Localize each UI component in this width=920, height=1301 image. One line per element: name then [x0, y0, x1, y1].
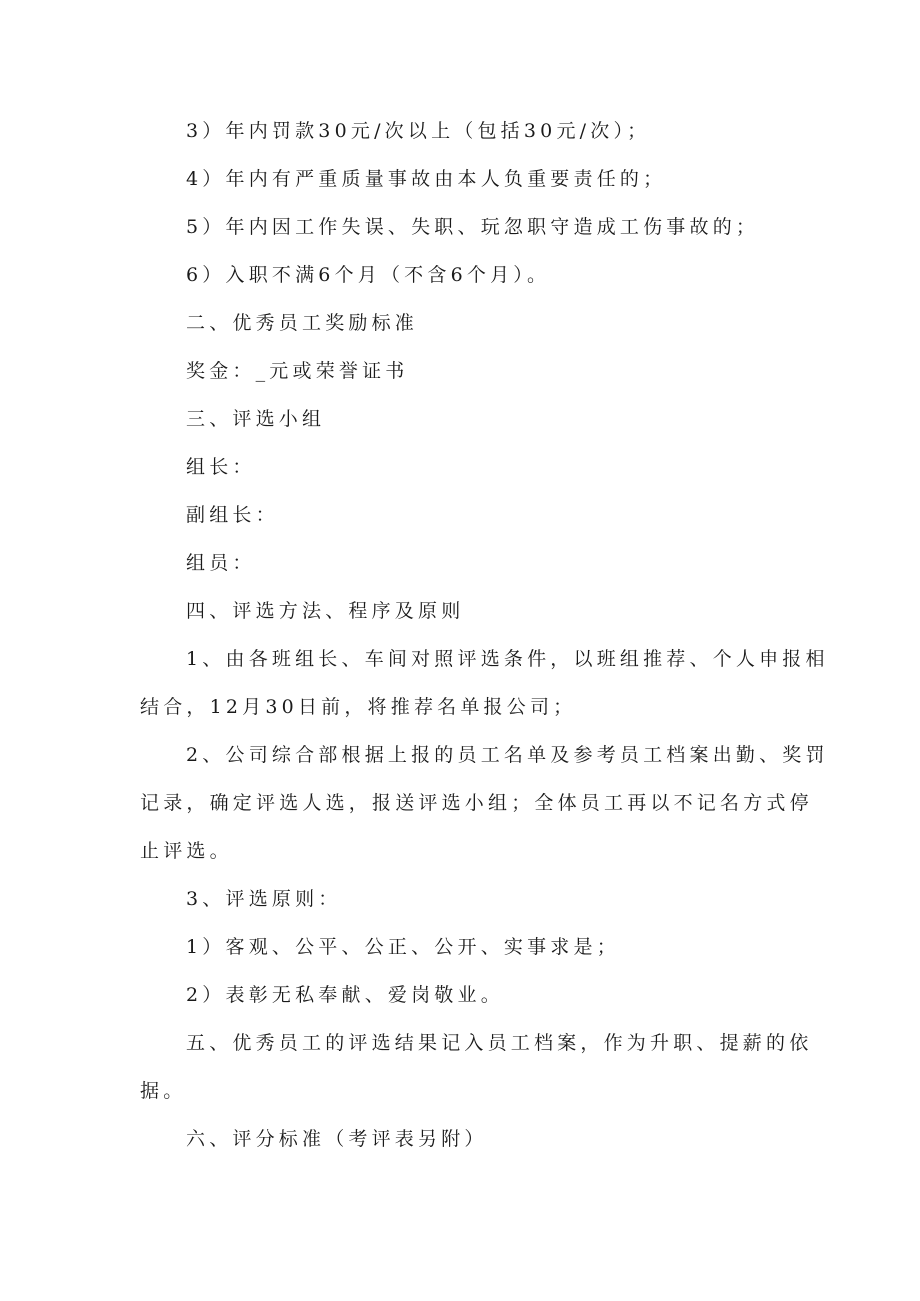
penalty-condition-6: 6）入职不满6个月（不含6个月）。 — [186, 264, 551, 286]
penalty-condition-3: 3）年内罚款30元/次以上（包括30元/次）； — [186, 120, 651, 142]
section-heading-records: 五、优秀员工的评选结果记入员工档案，作为升职、提薪的依 — [186, 1032, 813, 1054]
principle-2: 2）表彰无私奉献、爱岗敬业。 — [186, 984, 504, 1006]
section-heading-committee: 三、评选小组 — [186, 408, 326, 430]
penalty-condition-4: 4）年内有严重质量事故由本人负重要责任的； — [186, 168, 667, 190]
section-heading-scoring: 六、评分标准（考评表另附） — [186, 1128, 488, 1150]
method-step-1-cont: 结合，12月30日前，将推荐名单报公司； — [140, 696, 577, 718]
committee-deputy-leader: 副组长： — [186, 504, 279, 526]
section-records-cont: 据。 — [140, 1080, 187, 1102]
committee-members: 组员： — [186, 552, 256, 574]
committee-leader: 组长： — [186, 456, 256, 478]
reward-bonus: 奖金：_元或荣誉证书 — [186, 360, 409, 382]
method-step-1: 1、由各班组长、车间对照评选条件，以班组推荐、个人申报相 — [186, 648, 829, 670]
method-step-3: 3、评选原则： — [186, 888, 342, 910]
section-heading-reward: 二、优秀员工奖励标准 — [186, 312, 419, 334]
section-heading-method: 四、评选方法、程序及原则 — [186, 600, 465, 622]
method-step-2-cont-2: 止评选。 — [140, 840, 233, 862]
penalty-condition-5: 5）年内因工作失误、失职、玩忽职守造成工伤事故的； — [186, 216, 760, 238]
method-step-2-cont: 记录，确定评选人选，报送评选小组；全体员工再以不记名方式停 — [140, 792, 813, 814]
method-step-2: 2、公司综合部根据上报的员工名单及参考员工档案出勤、奖罚 — [186, 744, 829, 766]
principle-1: 1）客观、公平、公正、公开、实事求是； — [186, 936, 620, 958]
